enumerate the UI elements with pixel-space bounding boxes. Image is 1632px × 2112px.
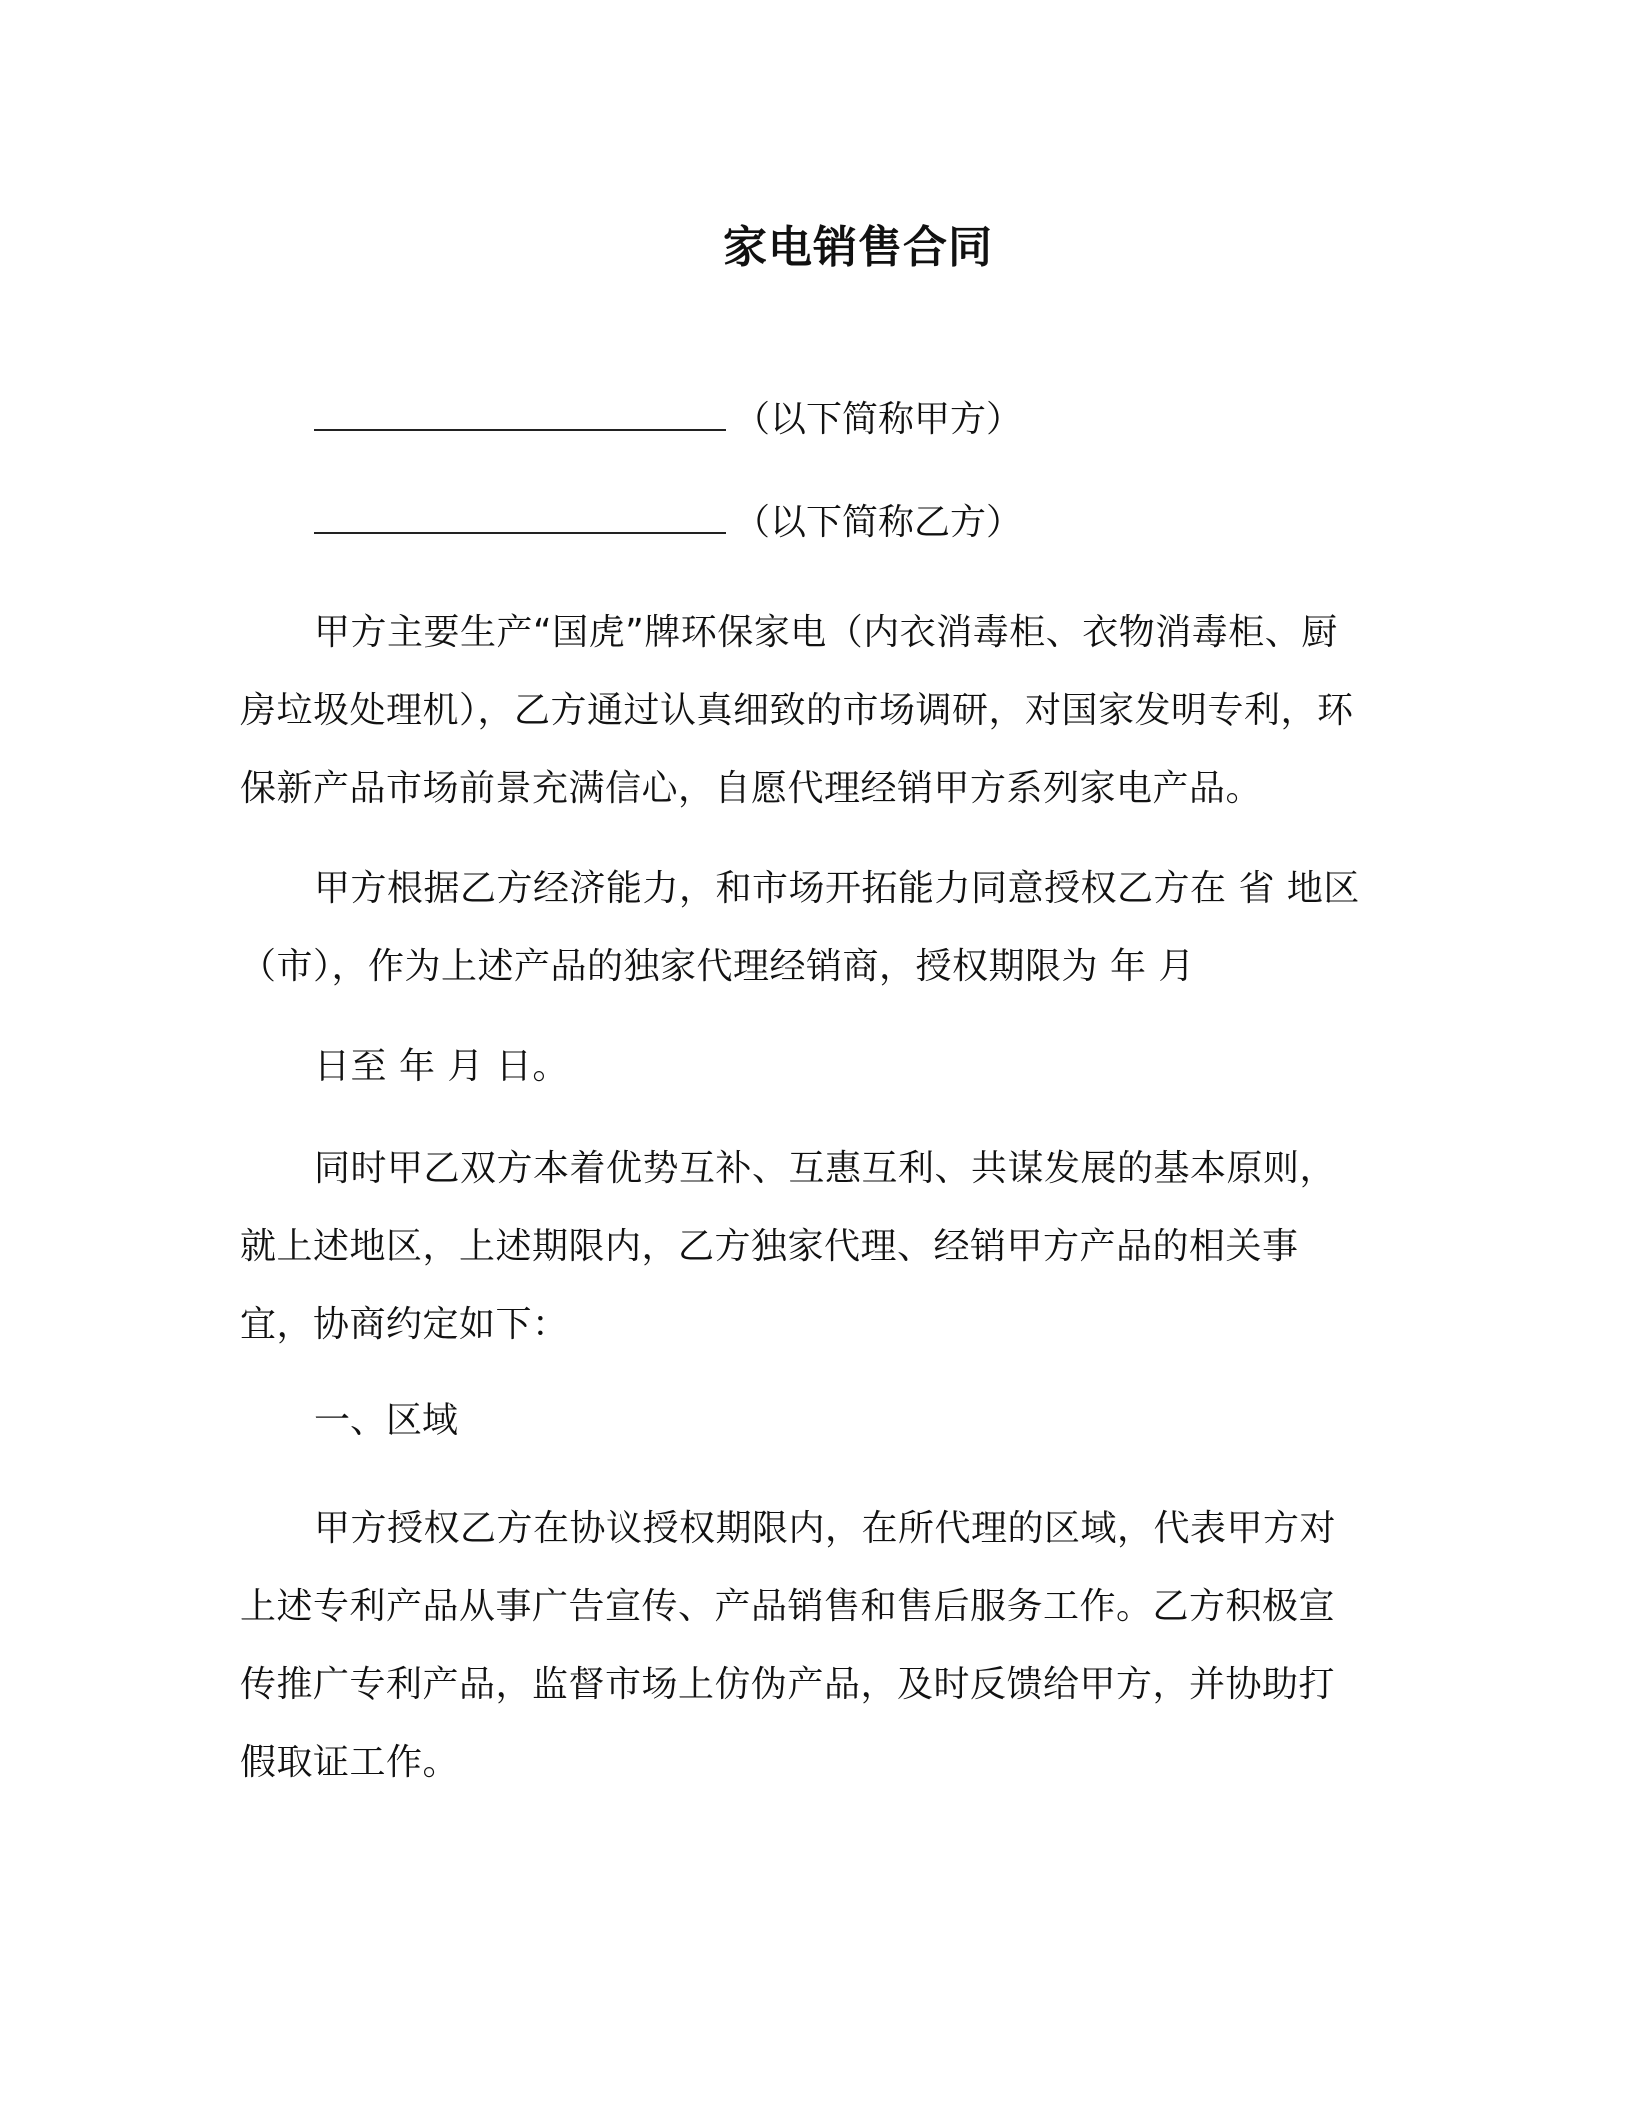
party-b-line <box>314 498 1022 548</box>
party-b-blank <box>314 502 726 534</box>
paragraph-intro: 甲方主要生产“国虎”牌环保家电（内衣消毒柜、衣物消毒柜、厨房垃圾处理机），乙方通过认真细致的市场调研，对国家发明专利，环保新产品市场前景充满信心，自愿代理经销甲方系列家电产品。 <box>240 612 1354 809</box>
section-heading-region: 一、区域 <box>314 1400 459 1441</box>
party-a-label: （以下简称甲方） <box>734 399 1023 440</box>
party-a-line <box>314 395 1022 445</box>
paragraph-region-terms: 甲方授权乙方在协议授权期限内，在所代理的区域，代表甲方对上述专利产品从事广告宣传、产品销售和售后服务工作。乙方积极宣传推广专利产品，监督市场上仿伪产品，及时反馈给甲方，并协助打假取证工作。 <box>240 1508 1337 1783</box>
party-a-blank <box>314 399 726 431</box>
paragraph-principles: 同时甲乙双方本着优势互补、互惠互利、共谋发展的基本原则，就上述地区，上述期限内，乙方独家代理、经销甲方产品的相关事宜，协商约定如下： <box>240 1148 1337 1345</box>
paragraph-period-end: 日至 年 月 日。 <box>314 1046 569 1087</box>
document-title: 家电销售合同 <box>723 222 993 273</box>
paragraph-authorization: 甲方根据乙方经济能力，和市场开拓能力同意授权乙方在 省 地区（市），作为上述产品的独家代理经销商，授权期限为 年 月 <box>240 868 1360 987</box>
party-b-label: （以下简称乙方） <box>734 502 1023 543</box>
